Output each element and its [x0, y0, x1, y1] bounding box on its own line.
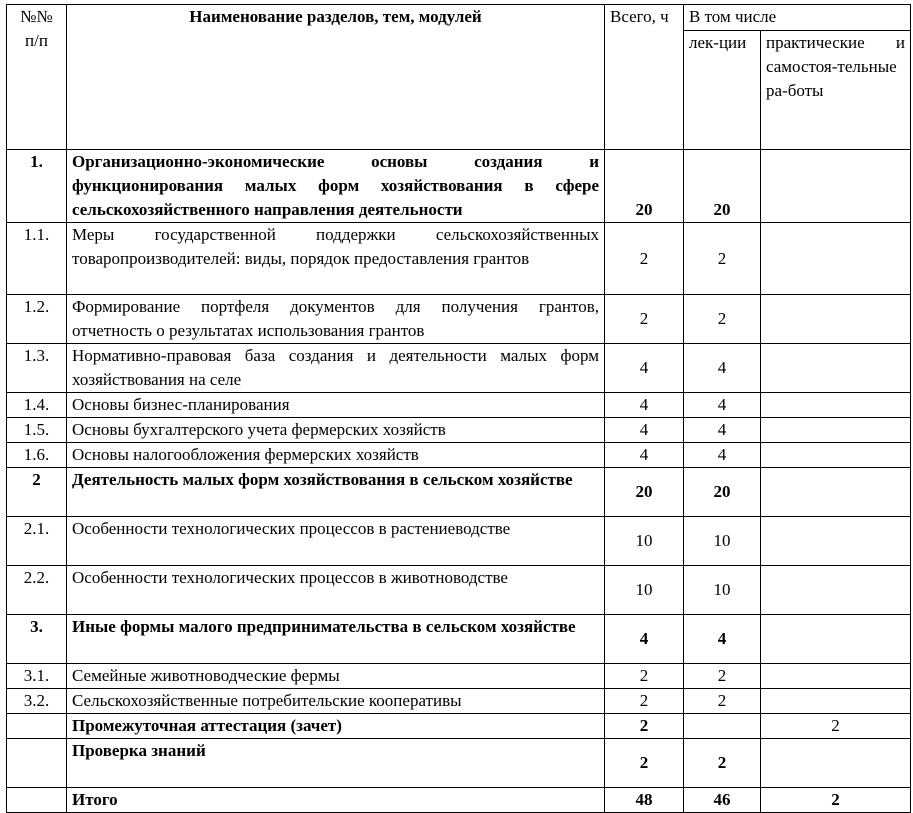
row-num: 1.4. — [7, 393, 67, 418]
row-num: 3.2. — [7, 689, 67, 714]
header-name: Наименование разделов, тем, модулей — [67, 5, 605, 150]
row-practice: 2 — [761, 714, 911, 739]
table-row-total — [7, 788, 911, 813]
table-row — [7, 468, 911, 517]
row-name: Основы бизнес-планирования — [67, 393, 605, 418]
row-num: 1.3. — [7, 344, 67, 393]
row-num: 2.1. — [7, 517, 67, 566]
header-total: Всего, ч — [605, 5, 684, 150]
header-practice: практические и самостоя-тельные ра-боты — [761, 31, 911, 150]
row-name: Проверка знаний — [67, 739, 605, 788]
row-practice — [761, 664, 911, 689]
row-name: Промежуточная аттестация (зачет) — [67, 714, 605, 739]
row-lectures: 20 — [684, 150, 761, 223]
row-total: 2 — [605, 739, 684, 788]
row-num: 1.6. — [7, 443, 67, 468]
row-num: 1. — [7, 150, 67, 223]
table-row — [7, 615, 911, 664]
row-lectures: 2 — [684, 664, 761, 689]
row-name: Формирование портфеля документов для получения грантов, отчетность о результатах использования грантов — [67, 295, 605, 344]
row-lectures: 4 — [684, 418, 761, 443]
row-num: 2 — [7, 468, 67, 517]
row-practice — [761, 517, 911, 566]
row-lectures: 2 — [684, 689, 761, 714]
row-total: 4 — [605, 615, 684, 664]
table-row — [7, 223, 911, 295]
row-name: Нормативно-правовая база создания и деятельности малых форм хозяйствования на селе — [67, 344, 605, 393]
table-header-row-1 — [7, 5, 911, 31]
row-total: 10 — [605, 517, 684, 566]
row-lectures: 20 — [684, 468, 761, 517]
row-num: 3.1. — [7, 664, 67, 689]
row-lectures: 4 — [684, 615, 761, 664]
row-lectures: 2 — [684, 295, 761, 344]
row-name: Организационно-экономические основы создания и функционирования малых форм хозяйствования в сфере сельскохозяйственного направления деятельности — [67, 150, 605, 223]
row-total: 4 — [605, 393, 684, 418]
table-row — [7, 295, 911, 344]
row-total: 2 — [605, 714, 684, 739]
table-row — [7, 739, 911, 788]
row-num: 1.5. — [7, 418, 67, 443]
row-total: 2 — [605, 223, 684, 295]
row-total: 20 — [605, 468, 684, 517]
row-name: Иные формы малого предпринимательства в сельском хозяйстве — [67, 615, 605, 664]
table-row — [7, 150, 911, 223]
row-total: 4 — [605, 443, 684, 468]
row-name: Особенности технологических процессов в растениеводстве — [67, 517, 605, 566]
row-name: Деятельность малых форм хозяйствования в сельском хозяйстве — [67, 468, 605, 517]
row-lectures: 4 — [684, 443, 761, 468]
table-row — [7, 689, 911, 714]
row-name: Итого — [67, 788, 605, 813]
row-practice: 2 — [761, 788, 911, 813]
row-name: Особенности технологических процессов в животноводстве — [67, 566, 605, 615]
header-including: В том числе — [684, 5, 911, 31]
row-name: Меры государственной поддержки сельскохозяйственных товаропроизводителей: виды, порядок предоставления грантов — [67, 223, 605, 295]
row-name: Основы налогообложения фермерских хозяйств — [67, 443, 605, 468]
row-total: 10 — [605, 566, 684, 615]
row-name: Семейные животноводческие фермы — [67, 664, 605, 689]
row-practice — [761, 615, 911, 664]
row-total: 48 — [605, 788, 684, 813]
table-row — [7, 517, 911, 566]
row-total: 20 — [605, 150, 684, 223]
row-lectures: 2 — [684, 739, 761, 788]
row-name: Основы бухгалтерского учета фермерских хозяйств — [67, 418, 605, 443]
table-row — [7, 418, 911, 443]
row-practice — [761, 344, 911, 393]
row-lectures: 4 — [684, 393, 761, 418]
row-num: 2.2. — [7, 566, 67, 615]
row-num — [7, 788, 67, 813]
row-name: Сельскохозяйственные потребительские кооперативы — [67, 689, 605, 714]
table-row — [7, 714, 911, 739]
table-row — [7, 664, 911, 689]
table-row — [7, 443, 911, 468]
row-lectures — [684, 714, 761, 739]
row-lectures: 46 — [684, 788, 761, 813]
row-num: 1.2. — [7, 295, 67, 344]
row-total: 4 — [605, 344, 684, 393]
row-total: 2 — [605, 689, 684, 714]
row-lectures: 10 — [684, 566, 761, 615]
row-num — [7, 739, 67, 788]
header-lectures: лек-ции — [684, 31, 761, 150]
row-total: 2 — [605, 664, 684, 689]
row-practice — [761, 739, 911, 788]
row-practice — [761, 418, 911, 443]
row-practice — [761, 295, 911, 344]
row-num: 1.1. — [7, 223, 67, 295]
row-practice — [761, 150, 911, 223]
table-row — [7, 393, 911, 418]
curriculum-table — [6, 4, 911, 813]
row-total: 4 — [605, 418, 684, 443]
header-num: №№ п/п — [7, 5, 67, 150]
row-practice — [761, 566, 911, 615]
row-practice — [761, 223, 911, 295]
row-num — [7, 714, 67, 739]
row-practice — [761, 443, 911, 468]
row-lectures: 4 — [684, 344, 761, 393]
table-row — [7, 566, 911, 615]
row-num: 3. — [7, 615, 67, 664]
row-lectures: 10 — [684, 517, 761, 566]
row-total: 2 — [605, 295, 684, 344]
row-lectures: 2 — [684, 223, 761, 295]
row-practice — [761, 468, 911, 517]
table-row — [7, 344, 911, 393]
row-practice — [761, 689, 911, 714]
row-practice — [761, 393, 911, 418]
